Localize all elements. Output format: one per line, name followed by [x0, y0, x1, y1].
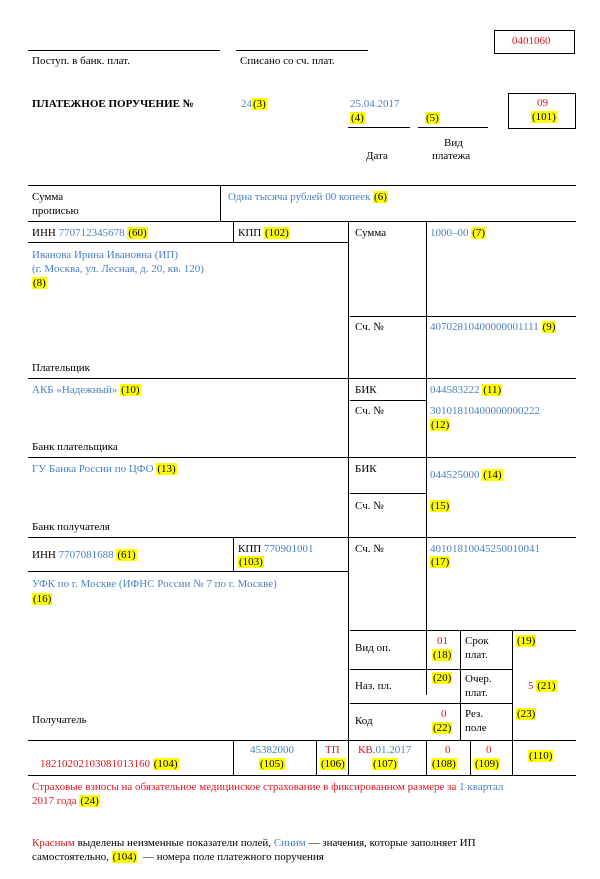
order-number — [241, 98, 267, 110]
note-blue-word: Синим — [273, 837, 306, 849]
tax-doc-date-field: (109) — [475, 758, 499, 770]
payee-label: Получатель — [32, 714, 87, 726]
order-number-field: (3) — [253, 98, 266, 110]
payee-acc-label: Сч. № — [355, 543, 384, 555]
tax-kbk — [40, 758, 179, 770]
vline-tax-1 — [233, 740, 234, 775]
op-ocher-field: (21) — [537, 680, 556, 692]
note-red-word: Красным — [32, 837, 75, 849]
op-kod-label: Код — [355, 715, 373, 727]
payment-type-label-1: Вид — [444, 137, 463, 149]
payment-purpose — [32, 781, 503, 793]
purpose-line2: 2017 года — [32, 795, 77, 807]
sum-field: (7) — [472, 227, 486, 239]
payee-inn-field: (61) — [117, 549, 136, 561]
payer-inn-value: 770712345678 — [58, 227, 125, 239]
op-naz-field: (20) — [433, 672, 452, 684]
grid-line-bank — [28, 457, 576, 458]
grid-line-op-2 — [350, 703, 512, 704]
payer-bik-value: 044583222 — [430, 384, 480, 396]
tax-doc-date-value: 0 — [486, 744, 492, 756]
amount-words-top — [28, 185, 576, 186]
payee-name: УФК по г. Москве (ИФНС России № 7 по г. Москве) — [32, 578, 277, 590]
tax-doc-num-field: (108) — [432, 758, 456, 770]
vline-tax-4 — [470, 740, 471, 775]
tax-kbk-value: 18210202103081013160 — [40, 758, 150, 770]
grid-line-tax-bottom — [28, 775, 576, 776]
payee-bank-acc-label: Сч. № — [355, 500, 384, 512]
payer-bik-label: БИК — [355, 384, 377, 396]
op-ocher-label-2: плат. — [465, 687, 488, 699]
grid-line-payee-inn — [28, 571, 348, 572]
vline-kpp-payer — [233, 221, 234, 242]
payee-inn — [32, 549, 137, 561]
op-rez-label-1: Рез. — [465, 708, 484, 720]
op-kod-value: 0 — [441, 708, 447, 720]
order-number-value: 24 — [241, 98, 252, 110]
sum-value: 1000–00 — [430, 227, 469, 239]
payer-account-label: Сч. № — [355, 321, 384, 333]
payer-account — [430, 321, 556, 333]
received-line — [28, 50, 220, 51]
written-off-label: Списано со сч. плат. — [240, 55, 335, 67]
op-naz-label: Наз. пл. — [355, 680, 392, 692]
payer-bank-name-field: (10) — [121, 384, 140, 396]
payer-bank-name — [32, 384, 141, 396]
payer-kpp-label: КПП — [238, 227, 262, 239]
payer-name-field: (8) — [33, 277, 46, 289]
vline-tax-3 — [426, 740, 427, 775]
payer-name: Иванова Ирина Ивановна (ИП) — [32, 249, 178, 261]
payer-bank-name-value: АКБ «Надежный» — [32, 384, 118, 396]
purpose-field: (24) — [80, 795, 99, 807]
vline-values — [426, 221, 427, 695]
op-vid-value: 01 — [437, 635, 448, 647]
payment-type-label-2: платежа — [432, 150, 471, 162]
payer-bank-acc-value: 30101810400000000222 — [430, 405, 540, 417]
amount-words-label-1: Сумма — [32, 191, 64, 203]
note-field: (104) — [112, 851, 137, 863]
payment-type-field: (5) — [426, 112, 439, 124]
op-srok-label-1: Срок — [465, 635, 489, 647]
order-date: 25.04.2017 — [350, 98, 400, 110]
tax-period-red: КВ. — [358, 744, 376, 756]
tax-period-field: (107) — [373, 758, 397, 770]
op-srok-field: (19) — [517, 635, 536, 647]
page-title: ПЛАТЕЖНОЕ ПОРУЧЕНИЕ № — [32, 98, 194, 110]
payer-inn — [32, 227, 148, 239]
tax-period-blue: 01.2017 — [375, 744, 412, 756]
op-kod-field: (22) — [433, 722, 452, 734]
payer-bank-acc-field: (12) — [431, 419, 450, 431]
vline-tax-2 — [316, 740, 317, 775]
sum-label: Сумма — [355, 227, 387, 239]
payee-bank-acc-field: (15) — [431, 500, 450, 512]
note-line1 — [32, 837, 476, 849]
payer-kpp — [238, 227, 290, 239]
date-line — [348, 127, 410, 128]
tax-doc-num-value: 0 — [445, 744, 451, 756]
order-date-field: (4) — [351, 112, 364, 124]
tax-type-field: (110) — [529, 750, 553, 762]
payee-kpp-field: (103) — [239, 556, 263, 568]
tax-basis-field: (106) — [321, 758, 345, 770]
grid-line-tax-top — [28, 740, 576, 741]
grid-line-1 — [28, 221, 576, 222]
payee-inn-label: ИНН — [32, 549, 56, 561]
payee-kpp — [238, 543, 313, 555]
note-text1: выделены неизменные показатели полей, — [74, 837, 274, 849]
payment-purpose-line2 — [32, 795, 100, 807]
op-rez-label-2: поле — [465, 722, 487, 734]
payer-account-value: 40702810400000001111 — [430, 321, 539, 333]
tax-kbk-field: (104) — [153, 758, 178, 770]
payment-type-line — [418, 127, 488, 128]
payee-kpp-value: 770901001 — [263, 543, 314, 555]
payer-inn-label: ИНН — [32, 227, 56, 239]
tax-oktmo-value: 45382000 — [250, 744, 294, 756]
op-vid-label: Вид оп. — [355, 642, 391, 654]
payee-bank-label: Банк получателя — [32, 521, 110, 533]
payee-bank-name-field: (13) — [157, 463, 176, 475]
payee-bik — [430, 469, 503, 481]
tax-period — [358, 744, 411, 756]
vline-op-2 — [512, 630, 513, 775]
payee-bik-value: 044525000 — [430, 469, 480, 481]
payer-bank-label: Банк плательщика — [32, 441, 118, 453]
payee-name-field: (16) — [33, 593, 52, 605]
note-line2-start: самостоятельно, — [32, 851, 112, 863]
op-ocher-label-1: Очер. — [465, 673, 492, 685]
tax-basis-value: ТП — [325, 744, 340, 756]
payee-bank-name-value: ГУ Банка России по ЦФО — [32, 463, 154, 475]
payer-inn-field: (60) — [128, 227, 147, 239]
op-ocher-value: 5 — [528, 680, 534, 692]
payer-kpp-field: (102) — [264, 227, 289, 239]
grid-line-payer — [28, 378, 576, 379]
payer-label: Плательщик — [32, 362, 90, 374]
payer-bik-field: (11) — [483, 384, 502, 396]
op-vid-field: (18) — [433, 649, 452, 661]
payee-bik-label: БИК — [355, 463, 377, 475]
payer-bank-acc-label: Сч. № — [355, 405, 384, 417]
grid-line-op-1 — [350, 669, 512, 670]
grid-line-sum — [350, 316, 576, 317]
tax-oktmo-field: (105) — [260, 758, 284, 770]
amount-words-value: Одна тысяча рублей 00 копеек — [228, 191, 371, 203]
sum — [430, 227, 486, 239]
amount-words-divider — [220, 185, 221, 221]
payee-acc-value: 40101810045250010041 — [430, 543, 540, 555]
vline-op-1 — [460, 630, 461, 740]
vline-kpp-payee — [233, 537, 234, 571]
amount-words-label-2: прописью — [32, 205, 79, 217]
date-label: Дата — [366, 150, 388, 162]
amount-words — [228, 191, 388, 203]
payer-bik — [430, 384, 502, 396]
payer-address: (г. Москва, ул. Лесная, д. 20, кв. 120) — [32, 263, 204, 275]
op-srok-label-2: плат. — [465, 649, 488, 661]
payee-bank-name — [32, 463, 177, 475]
grid-line-bik1 — [350, 400, 426, 401]
amount-words-field: (6) — [374, 191, 387, 203]
op-ocher — [528, 680, 557, 692]
note-text2: — значения, которые заполняет ИП — [305, 837, 476, 849]
payee-acc-field: (17) — [431, 556, 450, 568]
payee-kpp-label: КПП — [238, 543, 262, 555]
note-line2-end: — номера поле платежного поручения — [137, 851, 324, 863]
written-off-line — [236, 50, 368, 51]
status-field: (101) — [532, 111, 556, 123]
form-code: 0401060 — [512, 35, 551, 47]
grid-line-payee-bank — [28, 537, 576, 538]
payer-account-field: (9) — [542, 321, 556, 333]
payee-bik-field: (14) — [483, 469, 502, 481]
status-value: 09 — [537, 97, 548, 109]
purpose-red-text: Страховые взносы на обязательное медицинское страхование в фиксированном размере за — [32, 781, 457, 793]
op-rez-field: (23) — [517, 708, 536, 720]
vline-main — [348, 221, 349, 775]
grid-line-bik2 — [350, 493, 426, 494]
note-line2 — [32, 851, 324, 863]
received-label: Поступ. в банк. плат. — [32, 55, 131, 67]
purpose-blue-text: 1 квартал — [459, 781, 504, 793]
payee-inn-value: 7707081688 — [58, 549, 114, 561]
grid-line-op-top — [350, 630, 576, 631]
grid-line-inn — [28, 242, 348, 243]
